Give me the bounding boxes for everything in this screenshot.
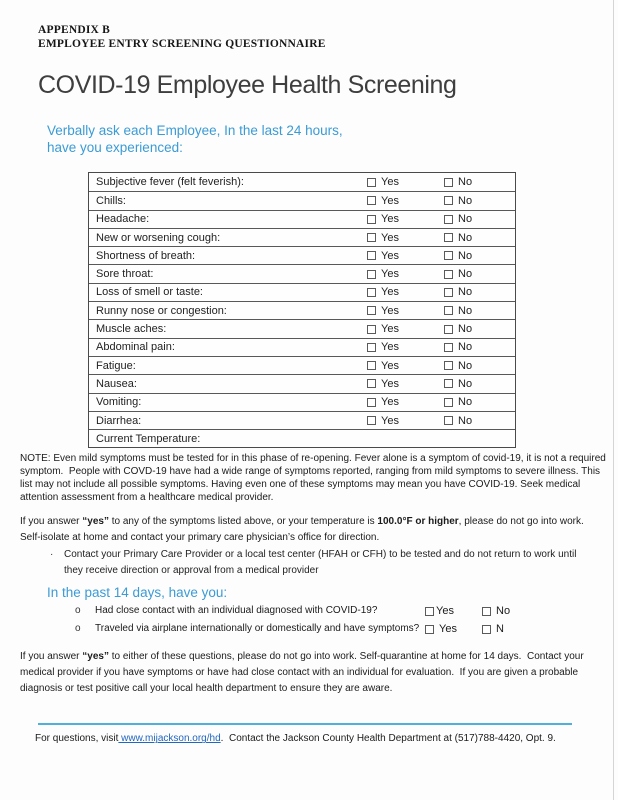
yes-label: Yes	[381, 414, 399, 427]
symptom-row	[89, 173, 515, 191]
no-checkbox[interactable]	[444, 288, 453, 297]
symptom-row	[89, 301, 515, 319]
no-checkbox[interactable]	[444, 306, 453, 315]
symptom-row	[89, 356, 515, 374]
symptom-instruction-paragraph	[20, 514, 605, 546]
symptom-label: Sore throat:	[96, 268, 154, 281]
yes-label: Yes	[381, 359, 399, 372]
yes-checkbox[interactable]	[367, 233, 376, 242]
symptom-label: New or worsening cough:	[96, 231, 221, 244]
no-option[interactable]	[444, 268, 515, 280]
text-run: to any of the symptoms listed above, or your temperature is	[108, 516, 378, 528]
text-run: If you answer	[20, 516, 83, 528]
circle-bullet-icon: o	[75, 605, 81, 617]
note-paragraph: NOTE: Even mild symptoms must be tested for in this phase of re-opening. Fever alone is a symptom of covid-19, it is not a required symptom. People with COVD-19 have had a wide range of symptoms reported, ranging from mild symptoms to severe illness. This list may not include all possible symptoms. Having even one of these symptoms may mean you have COVID-19. Seek medical attention assessment from a healthcare medical provider.	[20, 453, 606, 504]
pcp-bullet-text: Contact your Primary Care Provider or a local test center (HFAH or CFH) to be tested and do not return to work until they receive direction or approval from a medical provider	[64, 549, 577, 577]
yes-label: Yes	[436, 605, 454, 618]
text-run: If you answer	[20, 651, 83, 663]
symptom-label: Vomiting:	[96, 396, 142, 409]
no-label: No	[458, 341, 473, 354]
yes-option[interactable]	[367, 176, 444, 188]
no-label: N	[496, 623, 504, 636]
no-label: No	[458, 249, 473, 262]
yes-option[interactable]	[367, 250, 444, 262]
symptom-row	[89, 393, 515, 411]
yes-checkbox[interactable]	[367, 178, 376, 187]
symptom-label: Chills:	[96, 194, 126, 207]
no-checkbox[interactable]	[444, 343, 453, 352]
no-label: No	[458, 396, 473, 409]
question-text: Traveled via airplane internationally or domestically and have symptoms?	[95, 623, 420, 635]
no-label: No	[458, 377, 473, 390]
final-instruction-paragraph	[20, 649, 605, 697]
no-checkbox[interactable]	[444, 178, 453, 187]
yes-option[interactable]	[367, 286, 444, 298]
yes-label: Yes	[381, 323, 399, 336]
scan-edge-artifact	[613, 0, 614, 800]
symptom-label: Runny nose or congestion:	[96, 304, 227, 317]
symptom-row	[89, 228, 515, 246]
symptom-label: Subjective fever (felt feverish):	[96, 176, 244, 189]
no-checkbox[interactable]	[444, 233, 453, 242]
symptom-row	[89, 411, 515, 429]
yes-checkbox[interactable]	[367, 306, 376, 315]
no-label: No	[458, 304, 473, 317]
symptom-row	[89, 246, 515, 264]
yes-label: Yes	[381, 213, 399, 226]
yes-checkbox[interactable]	[367, 343, 376, 352]
symptom-row	[89, 283, 515, 301]
yes-option[interactable]	[425, 622, 482, 637]
text-run: , please do not go into work. Self-isolate at home and contact your primary care physician’s office for direction.	[20, 516, 584, 544]
yes-option[interactable]	[367, 378, 444, 390]
yes-option[interactable]	[367, 360, 444, 372]
yes-label: Yes	[381, 268, 399, 281]
no-label: No	[496, 605, 511, 618]
symptom-label: Loss of smell or taste:	[96, 286, 203, 299]
no-option[interactable]	[444, 323, 515, 335]
no-checkbox[interactable]	[444, 270, 453, 279]
no-label: No	[458, 194, 473, 207]
document-header	[0, 0, 618, 51]
symptom-table-body	[89, 173, 515, 429]
no-option[interactable]	[482, 622, 618, 637]
no-checkbox[interactable]	[444, 416, 453, 425]
yes-option[interactable]	[367, 195, 444, 207]
pcp-bullet-item	[50, 547, 590, 579]
yes-option[interactable]	[367, 415, 444, 427]
appendix-label: APPENDIX B	[38, 24, 110, 36]
yes-label: Yes	[381, 377, 399, 390]
yes-option[interactable]	[367, 341, 444, 353]
no-checkbox[interactable]	[444, 251, 453, 260]
yes-label: Yes	[381, 341, 399, 354]
yes-checkbox[interactable]	[367, 215, 376, 224]
no-checkbox[interactable]	[444, 361, 453, 370]
no-checkbox[interactable]	[444, 379, 453, 388]
intro-heading: Verbally ask each Employee, In the last 24 hours, have you experienced:	[47, 123, 343, 155]
no-option[interactable]	[444, 213, 515, 225]
health-dept-link[interactable]: www.mijackson.org/hd	[118, 733, 221, 745]
yes-option[interactable]	[367, 305, 444, 317]
no-option[interactable]	[444, 305, 515, 317]
no-option[interactable]	[444, 341, 515, 353]
no-option[interactable]	[444, 286, 515, 298]
yes-checkbox[interactable]	[367, 196, 376, 205]
no-option[interactable]	[444, 232, 515, 244]
circle-bullet-icon: o	[75, 623, 81, 635]
no-checkbox[interactable]	[444, 398, 453, 407]
yes-checkbox[interactable]	[367, 251, 376, 260]
yes-checkbox[interactable]	[367, 398, 376, 407]
no-label: No	[458, 231, 473, 244]
text-run: to either of these questions, please do not go into work. Self-quarantine at home for 14 days. Contact your medical provider if you have symptoms or have had close contact with an individual for evaluation. If you are given a probable diagnosis or test positive call your local health department to ensure they are aware.	[20, 651, 584, 695]
no-label: No	[458, 213, 473, 226]
yes-option[interactable]	[367, 323, 444, 335]
symptom-row	[89, 374, 515, 392]
yes-option[interactable]	[425, 604, 482, 619]
symptom-row	[89, 319, 515, 337]
no-label: No	[458, 268, 473, 281]
yes-checkbox[interactable]	[367, 416, 376, 425]
yes-option[interactable]	[367, 232, 444, 244]
question-row-travel	[75, 621, 618, 637]
yes-checkbox[interactable]	[367, 270, 376, 279]
symptom-row	[89, 210, 515, 228]
no-option[interactable]	[444, 250, 515, 262]
question-text: Had close contact with an individual diagnosed with COVID-19?	[95, 605, 378, 617]
no-label: No	[458, 176, 473, 189]
footer-contact-line	[35, 733, 618, 744]
yes-checkbox[interactable]	[425, 625, 434, 634]
bullet-dot-icon: ·	[50, 549, 54, 561]
bold-temperature-threshold: 100.0°F or higher	[377, 516, 459, 528]
yes-checkbox[interactable]	[367, 325, 376, 334]
yes-checkbox[interactable]	[367, 288, 376, 297]
no-option[interactable]	[444, 396, 515, 408]
past-14-days-heading: In the past 14 days, have you:	[47, 585, 228, 601]
yes-option[interactable]	[367, 268, 444, 280]
no-option[interactable]	[482, 604, 618, 619]
no-option[interactable]	[444, 360, 515, 372]
yes-label: Yes	[381, 231, 399, 244]
bold-yes-text: “yes”	[82, 651, 109, 663]
yes-label: Yes	[381, 304, 399, 317]
symptom-row	[89, 338, 515, 356]
text-run: . Contact the Jackson County Health Department at (517)788-4420, Opt. 9.	[220, 733, 556, 745]
yes-label: Yes	[381, 286, 399, 299]
page-title: COVID-19 Employee Health Screening	[38, 71, 457, 99]
yes-checkbox[interactable]	[425, 607, 434, 616]
no-checkbox[interactable]	[444, 215, 453, 224]
no-checkbox[interactable]	[444, 196, 453, 205]
no-option[interactable]	[444, 195, 515, 207]
yes-checkbox[interactable]	[367, 361, 376, 370]
symptom-label: Headache:	[96, 213, 150, 226]
yes-label: Yes	[381, 176, 399, 189]
yes-label: Yes	[439, 623, 457, 636]
footer-divider-line	[38, 723, 572, 725]
temperature-label: Current Temperature:	[96, 432, 201, 445]
no-option[interactable]	[444, 415, 515, 427]
yes-checkbox[interactable]	[367, 379, 376, 388]
symptom-label: Nausea:	[96, 377, 137, 390]
symptom-label: Abdominal pain:	[96, 341, 175, 354]
no-checkbox[interactable]	[444, 325, 453, 334]
no-label: No	[458, 323, 473, 336]
symptom-label: Diarrhea:	[96, 414, 142, 427]
no-option[interactable]	[444, 378, 515, 390]
text-run: For questions, visit	[35, 733, 119, 745]
symptom-row	[89, 191, 515, 209]
no-option[interactable]	[444, 176, 515, 188]
yes-option[interactable]	[367, 396, 444, 408]
yes-label: Yes	[381, 396, 399, 409]
symptom-label: Muscle aches:	[96, 323, 167, 336]
symptom-row	[89, 264, 515, 282]
yes-label: Yes	[381, 249, 399, 262]
yes-option[interactable]	[367, 213, 444, 225]
no-label: No	[458, 286, 473, 299]
no-label: No	[458, 359, 473, 372]
question-row-close-contact	[75, 603, 618, 619]
temperature-row	[89, 429, 515, 447]
no-checkbox[interactable]	[482, 607, 491, 616]
symptom-label: Fatigue:	[96, 359, 136, 372]
no-checkbox[interactable]	[482, 625, 491, 634]
questionnaire-label: EMPLOYEE ENTRY SCREENING QUESTIONNAIRE	[38, 37, 326, 50]
yes-label: Yes	[381, 194, 399, 207]
symptom-label: Shortness of breath:	[96, 249, 196, 262]
bold-yes-text: “yes”	[82, 516, 109, 528]
no-label: No	[458, 414, 473, 427]
symptom-table	[88, 172, 516, 448]
